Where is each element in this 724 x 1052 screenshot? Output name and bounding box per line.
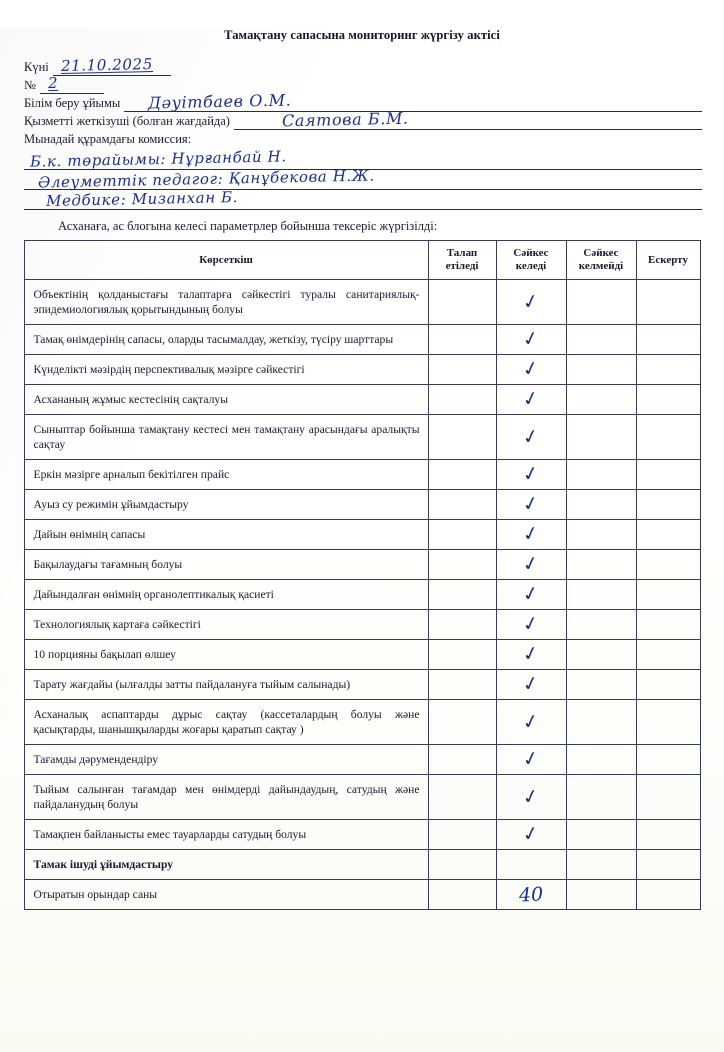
field-number-label: № xyxy=(24,78,36,92)
checkmark-icon: ✓ xyxy=(520,288,542,315)
checkmark-icon: ✓ xyxy=(520,326,542,352)
row-parameter: Күнделікті мәзірдің перспективалық мәзірге сәйкестігі xyxy=(24,355,428,385)
row-matches-cell[interactable] xyxy=(496,670,566,700)
table-row xyxy=(24,325,700,355)
row-note-cell[interactable] xyxy=(636,670,700,700)
row-parameter: Тамак ішуді ұйымдастыру xyxy=(24,850,428,880)
row-required-cell[interactable] xyxy=(428,610,496,640)
field-date-value: 21.10.2025 xyxy=(60,55,153,75)
table-row xyxy=(24,880,700,910)
row-not-matches-cell[interactable] xyxy=(566,670,636,700)
row-required-cell[interactable] xyxy=(428,745,496,775)
row-matches-cell[interactable] xyxy=(496,460,566,490)
row-matches-cell[interactable] xyxy=(496,280,566,325)
col-header-required: Талап етіледі xyxy=(428,241,496,280)
row-matches-cell[interactable] xyxy=(496,520,566,550)
table-header-row xyxy=(24,241,700,280)
checkmark-icon: ✓ xyxy=(520,708,542,735)
row-note-cell[interactable] xyxy=(636,280,700,325)
field-supplier-value-line xyxy=(234,108,702,131)
row-matches-cell[interactable] xyxy=(496,640,566,670)
row-required-cell[interactable] xyxy=(428,880,496,910)
row-note-cell[interactable] xyxy=(636,325,700,355)
row-not-matches-cell[interactable] xyxy=(566,745,636,775)
commission-line xyxy=(24,166,702,192)
row-parameter: 10 порцияны бақылап өлшеу xyxy=(24,640,428,670)
table-row xyxy=(24,460,700,490)
row-required-cell[interactable] xyxy=(428,640,496,670)
row-matches-cell[interactable] xyxy=(496,490,566,520)
field-number-value: 2 xyxy=(47,73,59,93)
table-row xyxy=(24,490,700,520)
table-row xyxy=(24,520,700,550)
row-parameter: Бақылаудағы тағамның болуы xyxy=(24,550,428,580)
table-row xyxy=(24,850,700,880)
row-parameter: Еркін мәзірге арналып бекітілген прайс xyxy=(24,460,428,490)
row-not-matches-cell[interactable] xyxy=(566,580,636,610)
field-organization-value: Дәуітбаев О.М. xyxy=(148,90,292,113)
commission-line-2-value: Әлеуметтік педагог: Қанұбекова Н.Ж. xyxy=(37,166,375,192)
checkmark-icon: ✓ xyxy=(520,783,542,810)
field-commission-label: Мынадай құрамдағы комиссия: xyxy=(24,132,192,146)
table-row xyxy=(24,280,700,325)
row-parameter: Тамақ өнімдерінің сапасы, оларды тасымалдау, жеткізу, түсіру шарттары xyxy=(24,325,428,355)
row-note-cell[interactable] xyxy=(636,745,700,775)
row-not-matches-cell[interactable] xyxy=(566,325,636,355)
row-note-cell[interactable] xyxy=(636,490,700,520)
field-number xyxy=(24,73,702,94)
checkmark-icon: ✓ xyxy=(520,356,542,382)
field-date xyxy=(24,55,702,76)
row-matches-cell[interactable] xyxy=(496,820,566,850)
commission-line xyxy=(24,187,702,211)
checkmark-icon: ✓ xyxy=(520,491,542,517)
row-note-cell[interactable] xyxy=(636,610,700,640)
checkmark-icon: ✓ xyxy=(520,521,542,547)
row-required-cell[interactable] xyxy=(428,775,496,820)
field-number-value-line xyxy=(40,73,104,94)
row-required-cell[interactable] xyxy=(428,355,496,385)
row-required-cell[interactable] xyxy=(428,820,496,850)
row-required-cell[interactable] xyxy=(428,280,496,325)
field-organization-value-line xyxy=(124,90,702,113)
table-row xyxy=(24,550,700,580)
row-not-matches-cell[interactable] xyxy=(566,490,636,520)
page-title: Тамақтану сапасына мониторинг жүргізу актісі xyxy=(224,28,500,42)
table-row xyxy=(24,385,700,415)
row-not-matches-cell[interactable] xyxy=(566,640,636,670)
checkmark-icon: ✓ xyxy=(520,461,542,487)
row-parameter: Технологиялық картаға сәйкестігі xyxy=(24,610,428,640)
row-matches-cell[interactable] xyxy=(496,610,566,640)
row-not-matches-cell[interactable] xyxy=(566,520,636,550)
table-row xyxy=(24,355,700,385)
row-note-cell[interactable] xyxy=(636,355,700,385)
checkmark-icon: ✓ xyxy=(520,581,542,607)
table-row xyxy=(24,640,700,670)
checkmark-icon: ✓ xyxy=(520,611,542,637)
row-not-matches-cell[interactable] xyxy=(566,880,636,910)
row-not-matches-cell[interactable] xyxy=(566,415,636,460)
row-required-cell[interactable] xyxy=(428,670,496,700)
row-matches-cell[interactable] xyxy=(496,385,566,415)
row-parameter: Асханалық аспаптарды дұрыс сақтау (кассеталардың болуы және қасықтарды, шанышқыларды жоғары қаратып сақтау ) xyxy=(24,700,428,745)
row-matches-cell[interactable] xyxy=(496,580,566,610)
row-required-cell[interactable] xyxy=(428,700,496,745)
row-parameter: Отыратын орындар саны xyxy=(24,880,428,910)
row-parameter: Тамақпен байланысты емес тауарларды сатудың болуы xyxy=(24,820,428,850)
field-date-label: Күні xyxy=(24,60,49,74)
row-note-cell[interactable] xyxy=(636,700,700,745)
row-matches-cell[interactable] xyxy=(496,745,566,775)
row-note-cell[interactable] xyxy=(636,550,700,580)
row-note-cell[interactable] xyxy=(636,520,700,550)
document-page xyxy=(0,28,724,1052)
checkmark-icon: ✓ xyxy=(520,551,542,577)
row-not-matches-cell[interactable] xyxy=(566,355,636,385)
row-note-cell[interactable] xyxy=(636,880,700,910)
handwritten-value: 40 xyxy=(518,882,544,907)
checkmark-icon: ✓ xyxy=(520,386,542,412)
row-required-cell[interactable] xyxy=(428,460,496,490)
row-parameter: Дайындалған өнімнің органолептикалық қасиеті xyxy=(24,580,428,610)
table-row xyxy=(24,700,700,745)
field-supplier-label: Қызметті жеткізуші (болған жағдайда) xyxy=(24,114,230,128)
row-parameter: Тыйым салынған тағамдар мен өнімдерді дайындаудың, сатудың және пайдаланудың болуы xyxy=(24,775,428,820)
col-header-not-matches: Сәйкес келмейді xyxy=(566,241,636,280)
row-required-cell[interactable] xyxy=(428,550,496,580)
row-note-cell[interactable] xyxy=(636,850,700,880)
row-not-matches-cell[interactable] xyxy=(566,385,636,415)
table-row xyxy=(24,745,700,775)
row-matches-cell[interactable] xyxy=(496,850,566,880)
row-matches-cell[interactable] xyxy=(496,775,566,820)
row-note-cell[interactable] xyxy=(636,385,700,415)
row-matches-cell[interactable] xyxy=(496,700,566,745)
field-date-value-line xyxy=(53,55,171,76)
field-organization-label: Білім беру ұйымы xyxy=(24,96,121,110)
checkmark-icon: ✓ xyxy=(520,641,542,667)
row-parameter: Дайын өнімнің сапасы xyxy=(24,520,428,550)
field-supplier-value: Саятова Б.М. xyxy=(281,108,409,131)
col-header-matches: Сәйкес келеді xyxy=(496,241,566,280)
row-note-cell[interactable] xyxy=(636,460,700,490)
row-not-matches-cell[interactable] xyxy=(566,820,636,850)
checkmark-icon: ✓ xyxy=(520,423,542,450)
row-parameter: Ауыз су режимін ұйымдастыру xyxy=(24,490,428,520)
row-matches-cell[interactable] xyxy=(496,415,566,460)
row-required-cell[interactable] xyxy=(428,415,496,460)
table-body xyxy=(24,280,700,910)
row-not-matches-cell[interactable] xyxy=(566,610,636,640)
row-required-cell[interactable] xyxy=(428,490,496,520)
checkmark-icon: ✓ xyxy=(520,746,542,772)
row-not-matches-cell[interactable] xyxy=(566,700,636,745)
commission-line-1-value: Б.к. төрайымы: Нұрғанбай Н. xyxy=(29,147,287,171)
table-row xyxy=(24,580,700,610)
inspection-table xyxy=(24,240,701,910)
checkmark-icon: ✓ xyxy=(520,821,542,847)
row-note-cell[interactable] xyxy=(636,775,700,820)
commission-line-3-value: Медбике: Мизанхан Б. xyxy=(45,187,239,211)
row-parameter: Тарату жағдайы (ылғалды затты пайдалануға тыйым салынады) xyxy=(24,670,428,700)
row-not-matches-cell[interactable] xyxy=(566,280,636,325)
row-required-cell[interactable] xyxy=(428,385,496,415)
row-not-matches-cell[interactable] xyxy=(566,460,636,490)
row-required-cell[interactable] xyxy=(428,325,496,355)
row-note-cell[interactable] xyxy=(636,415,700,460)
row-parameter: Объектінің қолданыстағы талаптарға сәйкестігі туралы санитариялық-эпидемиологиялық қорытындының болуы xyxy=(24,280,428,325)
row-matches-cell[interactable] xyxy=(496,355,566,385)
field-supplier xyxy=(24,108,702,131)
table-row xyxy=(24,670,700,700)
table-row xyxy=(24,775,700,820)
col-header-note: Ескерту xyxy=(636,241,700,280)
row-matches-cell[interactable] xyxy=(496,880,566,910)
row-parameter: Асхананың жұмыс кестесінің сақталуы xyxy=(24,385,428,415)
row-not-matches-cell[interactable] xyxy=(566,850,636,880)
row-required-cell[interactable] xyxy=(428,580,496,610)
row-parameter: Тағамды дәрумендендіру xyxy=(24,745,428,775)
row-required-cell[interactable] xyxy=(428,850,496,880)
row-note-cell[interactable] xyxy=(636,580,700,610)
header-fields xyxy=(0,55,724,211)
commission-lines xyxy=(24,147,702,211)
row-matches-cell[interactable] xyxy=(496,325,566,355)
row-matches-cell[interactable] xyxy=(496,550,566,580)
row-note-cell[interactable] xyxy=(636,820,700,850)
row-not-matches-cell[interactable] xyxy=(566,550,636,580)
table-row xyxy=(24,415,700,460)
col-header-parameter: Көрсеткіш xyxy=(24,241,428,280)
table-row xyxy=(24,820,700,850)
intro-text: Асханаға, ас блогына келесі параметрлер бойынша тексеріс жүргізілді: xyxy=(58,219,438,233)
row-required-cell[interactable] xyxy=(428,520,496,550)
table-row xyxy=(24,610,700,640)
row-note-cell[interactable] xyxy=(636,640,700,670)
checkmark-icon: ✓ xyxy=(520,671,542,697)
row-parameter: Сыныптар бойынша тамақтану кестесі мен тамақтану арасындағы аралықты сақтау xyxy=(24,415,428,460)
row-not-matches-cell[interactable] xyxy=(566,775,636,820)
